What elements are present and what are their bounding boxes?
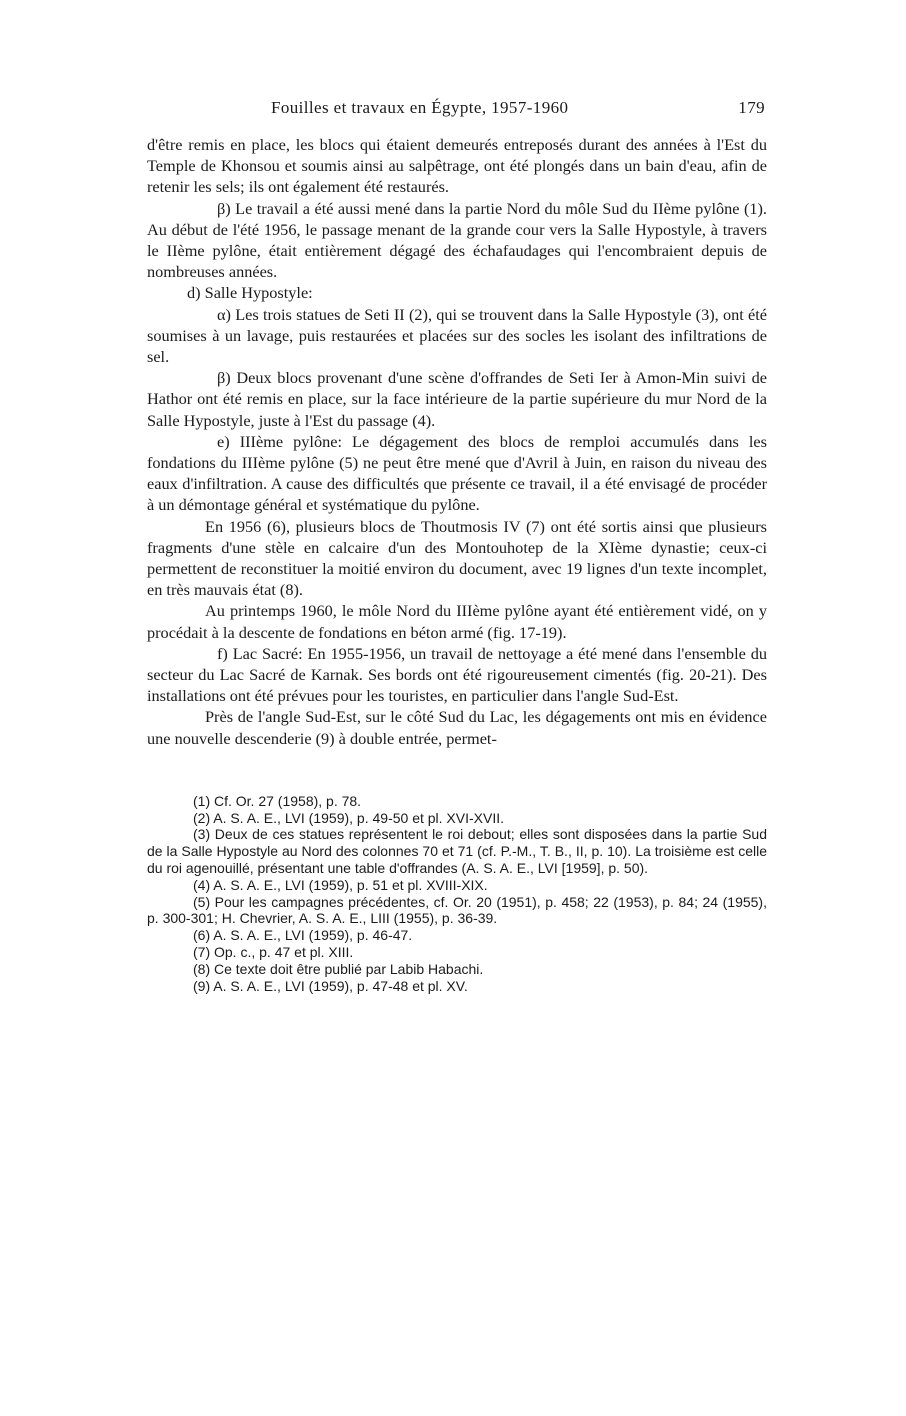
page-number: 179 [738,98,765,117]
main-text [147,134,767,749]
paragraph: En 1956 (6), plusieurs blocs de Thoutmosis IV (7) ont été sortis ainsi que plusieurs fragments d'une stèle en calcaire d'un des Montouhotep de la XIème dynastie; ceux-ci permettent de reconstituer la moitié environ du document, avec 19 lignes d'un texte incomplet, en très mauvais état (8). [147,516,767,600]
paragraph: f) Lac Sacré: En 1955-1956, un travail de nettoyage a été mené dans l'ensemble du secteur du Lac Sacré de Karnak. Ses bords ont été rigoureusement cimentés (fig. 20-21). Des installations ont été prévues pour les touristes, en particulier dans l'angle Sud-Est. [147,643,767,706]
footnote: (2) A. S. A. E., LVI (1959), p. 49-50 et pl. XVI-XVII. [193,809,505,826]
paragraph: β) Deux blocs provenant d'une scène d'offrandes de Seti Ier à Amon-Min suivi de Hathor ont été remis en place, sur la face intérieure de la partie supérieure du mur Nord de la Salle Hypostyle, juste à l'Est du passage (4). [147,368,767,430]
paragraph: Au printemps 1960, le môle Nord du IIIème pylône ayant été entièrement vidé, on y procédait à la descente de fondations en béton armé (fig. 17-19). [147,601,767,642]
footnote: (3) Deux de ces statues représentent le roi debout; elles sont disposées dans la partie Sud de la Salle Hypostyle au Nord des colonnes 70 et 71 (cf. P.-M., T. B., II, p. 10). La troisième est celle du roi agenouillé, présentant une table d'offrandes (A. S. A. E., LVI [1959], p. 50). [147,826,767,877]
footnote: (7) Op. c., p. 47 et pl. XIII. [193,944,354,961]
footnote: (4) A. S. A. E., LVI (1959), p. 51 et pl. XVIII-XIX. [193,876,488,893]
paragraph: β) Le travail a été aussi mené dans la partie Nord du môle Sud du IIème pylône (1). Au début de l'été 1956, le passage menant de la grande cour vers la Salle Hypostyle, à travers le IIème pylône, était entièrement dégagé des échafaudages qui l'encombraient depuis de nombreuses années. [147,198,767,282]
footnote: (9) A. S. A. E., LVI (1959), p. 47-48 et pl. XV. [193,977,468,994]
page-header [147,98,767,124]
paragraph: d'être remis en place, les blocs qui étaient demeurés entreposés durant des années à l'Est du Temple de Khonsou et soumis ainsi au salpêtrage, ont été plongés dans un bain d'eau, afin de retenir les sels; ils ont également été restaurés. [147,135,767,197]
running-title: Fouilles et travaux en Égypte, 1957-1960 [271,98,569,117]
footnote: (8) Ce texte doit être publié par Labib Habachi. [193,960,484,977]
footnote: (1) Cf. Or. 27 (1958), p. 78. [193,792,362,809]
paragraph: Près de l'angle Sud-Est, sur le côté Sud du Lac, les dégagements ont mis en évidence une nouvelle descenderie (9) à double entrée, permet- [147,707,767,748]
paragraph: α) Les trois statues de Seti II (2), qui se trouvent dans la Salle Hypostyle (3), ont été soumises à un lavage, puis restaurées et placées sur des socles les isolant des infiltrations de sel. [147,304,767,367]
footnote: (6) A. S. A. E., LVI (1959), p. 46-47. [193,927,413,944]
section-heading: d) Salle Hypostyle: [187,283,313,303]
footnotes [147,793,767,995]
book-page [147,98,767,994]
footnote: (5) Pour les campagnes précédentes, cf. Or. 20 (1951), p. 458; 22 (1953), p. 84; 24 (1955), p. 300-301; H. Chevrier, A. S. A. E., LIII (1955), p. 36-39. [147,893,767,927]
paragraph: e) IIIème pylône: Le dégagement des blocs de remploi accumulés dans les fondations du IIIème pylône (5) ne peut être mené que d'Avril à Juin, en raison du niveau des eaux d'infiltration. A cause des difficultés que présente ce travail, il a été envisagé de procéder à un démontage général et systématique du pylône. [147,431,767,515]
